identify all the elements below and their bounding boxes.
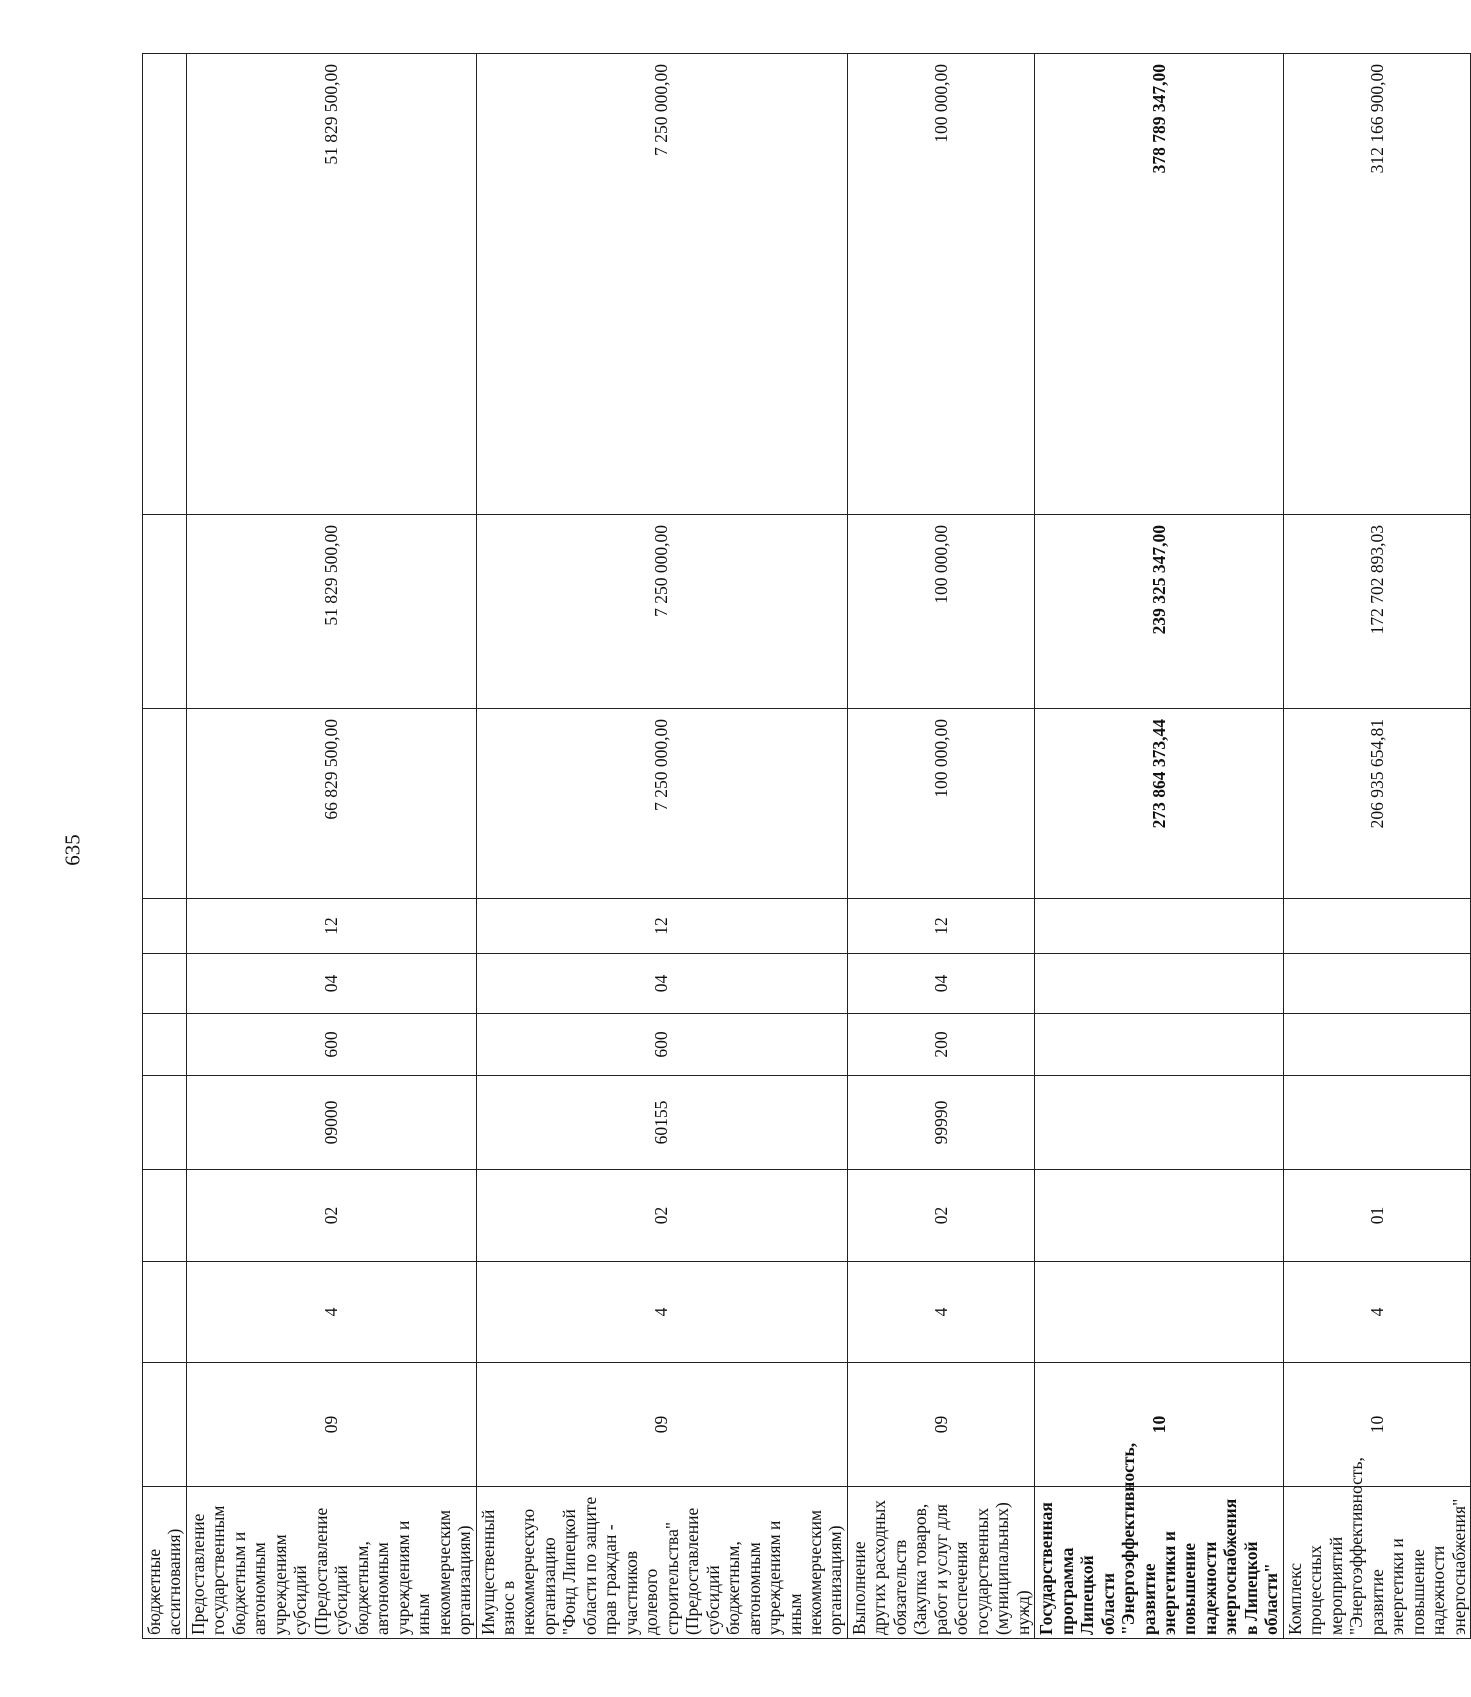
- code-cell: 10: [1283, 1363, 1470, 1487]
- code-cell: 04: [186, 954, 476, 1014]
- amount-cell: 100 000,00: [847, 709, 1034, 899]
- row-name: Имущественный взнос в некоммерческую организацию "Фонд Липецкой области по защите прав граждан - участников долевого строительства" (Предоставление субсидий бюджетным, автономным учреждениям и иным некоммерческим организациям): [476, 1487, 847, 1639]
- code-cell: [1035, 1076, 1284, 1170]
- code-cell: [1035, 899, 1284, 954]
- page-number: 635: [60, 834, 85, 866]
- row-name: бюджетные ассигнования): [143, 1487, 187, 1639]
- table-row: [847, 54, 1034, 1639]
- code-cell: [143, 899, 187, 954]
- code-cell: 09: [847, 1363, 1034, 1487]
- code-cell: 12: [847, 899, 1034, 954]
- amount-cell: [143, 709, 187, 899]
- amount-cell: 7 250 000,00: [476, 709, 847, 899]
- rotated-page-content: [142, 54, 1469, 1639]
- code-cell: 60155: [476, 1076, 847, 1170]
- code-cell: 02: [476, 1170, 847, 1262]
- row-name: Комплекс процессных мероприятий "Энергоэффективность, развитие энергетики и повышение надежности энергоснабжения": [1283, 1487, 1470, 1639]
- code-cell: 04: [847, 954, 1034, 1014]
- row-name: Предоставление государственным бюджетным и автономным учреждениям субсидий (Предоставление субсидий бюджетным, автономным учреждениям и иным некоммерческим организациям): [186, 1487, 476, 1639]
- code-cell: [1283, 1014, 1470, 1076]
- budget-table: [142, 53, 1471, 1639]
- amount-cell: 312 166 900,00: [1283, 54, 1470, 515]
- amount-cell: 378 789 347,00: [1035, 54, 1284, 515]
- code-cell: 200: [847, 1014, 1034, 1076]
- code-cell: [1283, 1076, 1470, 1170]
- amount-cell: [143, 515, 187, 709]
- amount-cell: 66 829 500,00: [186, 709, 476, 899]
- code-cell: [143, 954, 187, 1014]
- code-cell: [143, 1076, 187, 1170]
- amount-cell: 51 829 500,00: [186, 54, 476, 515]
- code-cell: 02: [186, 1170, 476, 1262]
- code-cell: 02: [847, 1170, 1034, 1262]
- code-cell: [1283, 954, 1470, 1014]
- code-cell: 09: [476, 1363, 847, 1487]
- code-cell: 12: [476, 899, 847, 954]
- row-name: Выполнение других расходных обязательств (Закупка товаров, работ и услуг для обеспечения государственных (муниципальных) нужд): [847, 1487, 1034, 1639]
- table-row: [186, 54, 476, 1639]
- code-cell: [1035, 1170, 1284, 1262]
- amount-cell: 7 250 000,00: [476, 54, 847, 515]
- table-row: [143, 54, 187, 1639]
- code-cell: 10: [1035, 1363, 1284, 1487]
- amount-cell: 7 250 000,00: [476, 515, 847, 709]
- amount-cell: 239 325 347,00: [1035, 515, 1284, 709]
- code-cell: 04: [476, 954, 847, 1014]
- amount-cell: 51 829 500,00: [186, 515, 476, 709]
- code-cell: [1283, 899, 1470, 954]
- amount-cell: 206 935 654,81: [1283, 709, 1470, 899]
- code-cell: [1035, 954, 1284, 1014]
- table-row: [476, 54, 847, 1639]
- code-cell: 4: [186, 1262, 476, 1363]
- code-cell: [143, 1363, 187, 1487]
- code-cell: [1035, 1262, 1284, 1363]
- code-cell: [143, 1262, 187, 1363]
- code-cell: 4: [1283, 1262, 1470, 1363]
- amount-cell: 273 864 373,44: [1035, 709, 1284, 899]
- code-cell: 01: [1283, 1170, 1470, 1262]
- amount-cell: 172 702 893,03: [1283, 515, 1470, 709]
- code-cell: 600: [476, 1014, 847, 1076]
- code-cell: [1035, 1014, 1284, 1076]
- table-row: [1283, 54, 1470, 1639]
- code-cell: 09000: [186, 1076, 476, 1170]
- code-cell: 09: [186, 1363, 476, 1487]
- code-cell: 600: [186, 1014, 476, 1076]
- code-cell: 4: [476, 1262, 847, 1363]
- row-name: Государственная программа Липецкой области "Энергоэффективность, развитие энергетики и повышение надежности энергоснабжения в Липецкой области": [1035, 1487, 1284, 1639]
- code-cell: [143, 1170, 187, 1262]
- amount-cell: 100 000,00: [847, 515, 1034, 709]
- code-cell: 4: [847, 1262, 1034, 1363]
- code-cell: [143, 1014, 187, 1076]
- code-cell: 99990: [847, 1076, 1034, 1170]
- amount-cell: [143, 54, 187, 515]
- code-cell: 12: [186, 899, 476, 954]
- amount-cell: 100 000,00: [847, 54, 1034, 515]
- table-row-program: [1035, 54, 1284, 1639]
